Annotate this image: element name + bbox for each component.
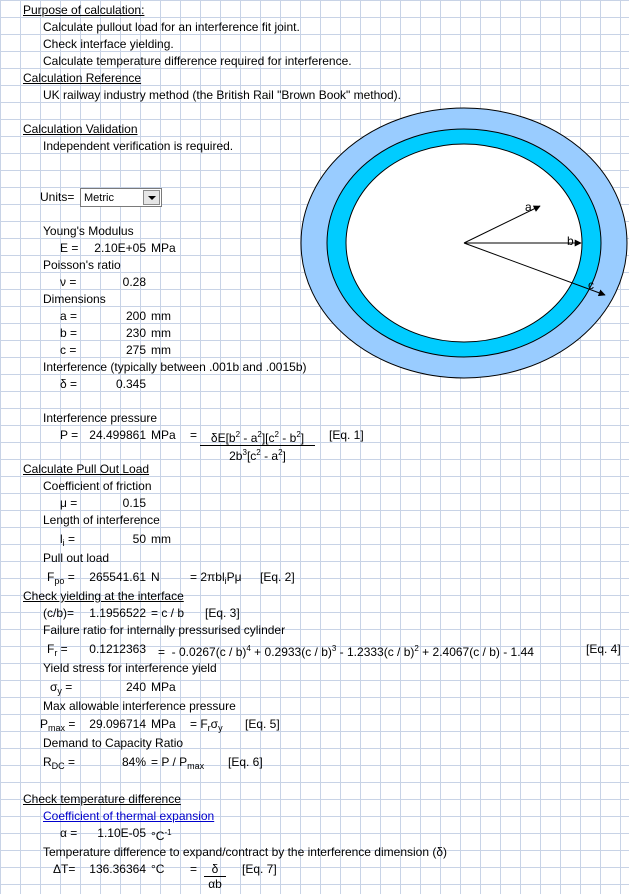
reference-heading: Calculation Reference	[23, 71, 142, 85]
dim-a-unit: mm	[151, 309, 171, 323]
label-b: b	[567, 234, 574, 248]
dim-a-symbol: a =	[60, 309, 78, 323]
alpha-symbol: α =	[60, 826, 78, 840]
dim-a-value[interactable]: 200	[125, 309, 146, 323]
pressure-eq-ref: [Eq. 1]	[329, 428, 364, 442]
modulus-unit: MPa	[151, 241, 176, 255]
dt-symbol: ΔT=	[53, 862, 76, 876]
rdc-symbol: $R_{DC}$ =	[43, 755, 76, 771]
pressure-symbol: P =	[60, 428, 79, 442]
cross-section-diagram	[300, 105, 629, 385]
li-symbol: $l_i$ =	[60, 532, 76, 548]
reference-text: UK railway industry method (the British Rail "Brown Book" method).	[43, 88, 401, 102]
yielding-heading: Check yielding at the interface	[23, 589, 184, 603]
li-value[interactable]: 50	[132, 532, 146, 546]
dt-equals: =	[190, 862, 198, 876]
fr-value: 0.1212363	[89, 642, 146, 656]
units-select[interactable]	[80, 188, 162, 207]
diff-title: Temperature difference to expand/contract by the interference dimension (δ)	[43, 845, 448, 859]
units-label: Units=	[40, 190, 75, 204]
rdc-value: 84%	[121, 755, 146, 769]
pmax-eq-ref: [Eq. 5]	[245, 717, 280, 731]
fr-symbol: $F_r$ =	[47, 642, 68, 658]
fr-formula: = - 0.0267(c / b)$^4$ + 0.2933(c / b)$^3$ - 1.2333(c / b)$^2$ + 2.4067(c / b) - 1.44	[158, 644, 534, 659]
label-c: c	[588, 278, 594, 292]
poisson-value[interactable]: 0.28	[122, 275, 146, 289]
dim-c-unit: mm	[151, 343, 171, 357]
fr-eq-ref: [Eq. 4]	[586, 642, 621, 656]
pressure-equals: =	[190, 428, 198, 442]
cb-symbol: (c/b)=	[43, 606, 75, 620]
interference-value[interactable]: 0.345	[115, 377, 146, 391]
interference-symbol: δ =	[60, 377, 78, 391]
pullout-heading: Calculate Pull Out Load	[23, 462, 150, 476]
failure-title: Failure ratio for internally pressurised cylinder	[43, 623, 286, 637]
alpha-unit: $^\circ C^{-1}$	[151, 828, 172, 843]
validation-heading: Calculation Validation	[23, 122, 138, 136]
fpo-eq-ref: [Eq. 2]	[260, 570, 295, 584]
pmax-symbol: $P_{max}$ =	[40, 717, 76, 733]
dt-unit: °C	[151, 862, 165, 876]
modulus-title: Young's Modulus	[43, 224, 134, 238]
pmax-title: Max allowable interference pressure	[43, 699, 236, 713]
dim-b-symbol: b =	[60, 326, 78, 340]
dt-value: 136.36364	[89, 862, 146, 876]
validation-text: Independent verification is required.	[43, 139, 234, 153]
purpose-heading: Purpose of calculation:	[23, 3, 145, 17]
poisson-symbol: ν =	[60, 275, 77, 289]
pmax-unit: MPa	[151, 717, 176, 731]
cb-eq-ref: [Eq. 3]	[205, 606, 240, 620]
dimensions-title: Dimensions	[43, 292, 106, 306]
units-selected-value: Metric	[84, 192, 114, 204]
fpo-value: 265541.61	[89, 570, 146, 584]
sy-unit: MPa	[151, 680, 176, 694]
rdc-eq-ref: [Eq. 6]	[228, 755, 263, 769]
load-title: Pull out load	[43, 551, 110, 565]
fpo-formula: = 2πbl$_i$Pμ	[190, 570, 242, 586]
interference-title: Interference (typically between .001b and .0015b)	[43, 360, 307, 374]
purpose-line-3: Calculate temperature difference required for interference.	[43, 54, 352, 68]
poisson-title: Poisson's ratio	[43, 258, 121, 272]
fpo-symbol: $F_{po}$ =	[47, 570, 75, 586]
dim-c-value[interactable]: 275	[125, 343, 146, 357]
pressure-unit: MPa	[151, 428, 176, 442]
dim-c-symbol: c =	[60, 343, 77, 357]
modulus-value[interactable]: 2.10E+05	[94, 241, 146, 255]
pmax-value: 29.096714	[89, 717, 146, 731]
modulus-symbol: E =	[60, 241, 79, 255]
pressure-value: 24.499861	[89, 428, 146, 442]
fpo-unit: N	[151, 570, 160, 584]
sy-value[interactable]: 240	[125, 680, 146, 694]
length-title: Length of interference	[43, 513, 160, 527]
dt-formula: $\frac{\delta}{\alpha b}$	[204, 862, 226, 891]
sy-symbol: $\sigma_y$ =	[50, 680, 73, 696]
rdc-formula: = P / $P_{max}$	[151, 755, 205, 771]
dim-b-value[interactable]: 230	[125, 326, 146, 340]
label-a: a	[525, 200, 532, 214]
pressure-formula: $\frac{\delta E[b^2 - a^2][c^2 - b^2]}{2b^3[c^2 - a^2]}$	[200, 428, 315, 463]
dim-b-unit: mm	[151, 326, 171, 340]
yield-title: Yield stress for interference yield	[43, 661, 217, 675]
dt-eq-ref: [Eq. 7]	[242, 862, 277, 876]
mu-value[interactable]: 0.15	[122, 496, 146, 510]
pmax-formula: = $F_r\sigma_y$	[190, 717, 223, 733]
purpose-line-1: Calculate pullout load for an interference fit joint.	[43, 20, 300, 34]
purpose-line-2: Check interface yielding.	[43, 37, 174, 51]
mu-symbol: μ =	[60, 496, 78, 510]
cb-value: 1.1956522	[89, 606, 146, 620]
friction-title: Coefficient of friction	[43, 479, 152, 493]
thermal-coef-link[interactable]: Coefficient of thermal expansion	[43, 809, 215, 823]
temperature-heading: Check temperature difference	[23, 792, 181, 806]
li-unit: mm	[151, 532, 171, 546]
cb-formula: = c / b	[151, 606, 185, 620]
rdc-title: Demand to Capacity Ratio	[43, 736, 184, 750]
alpha-value[interactable]: 1.10E-05	[97, 826, 146, 840]
chevron-down-icon[interactable]	[143, 190, 160, 205]
pressure-title: Interference pressure	[43, 411, 158, 425]
